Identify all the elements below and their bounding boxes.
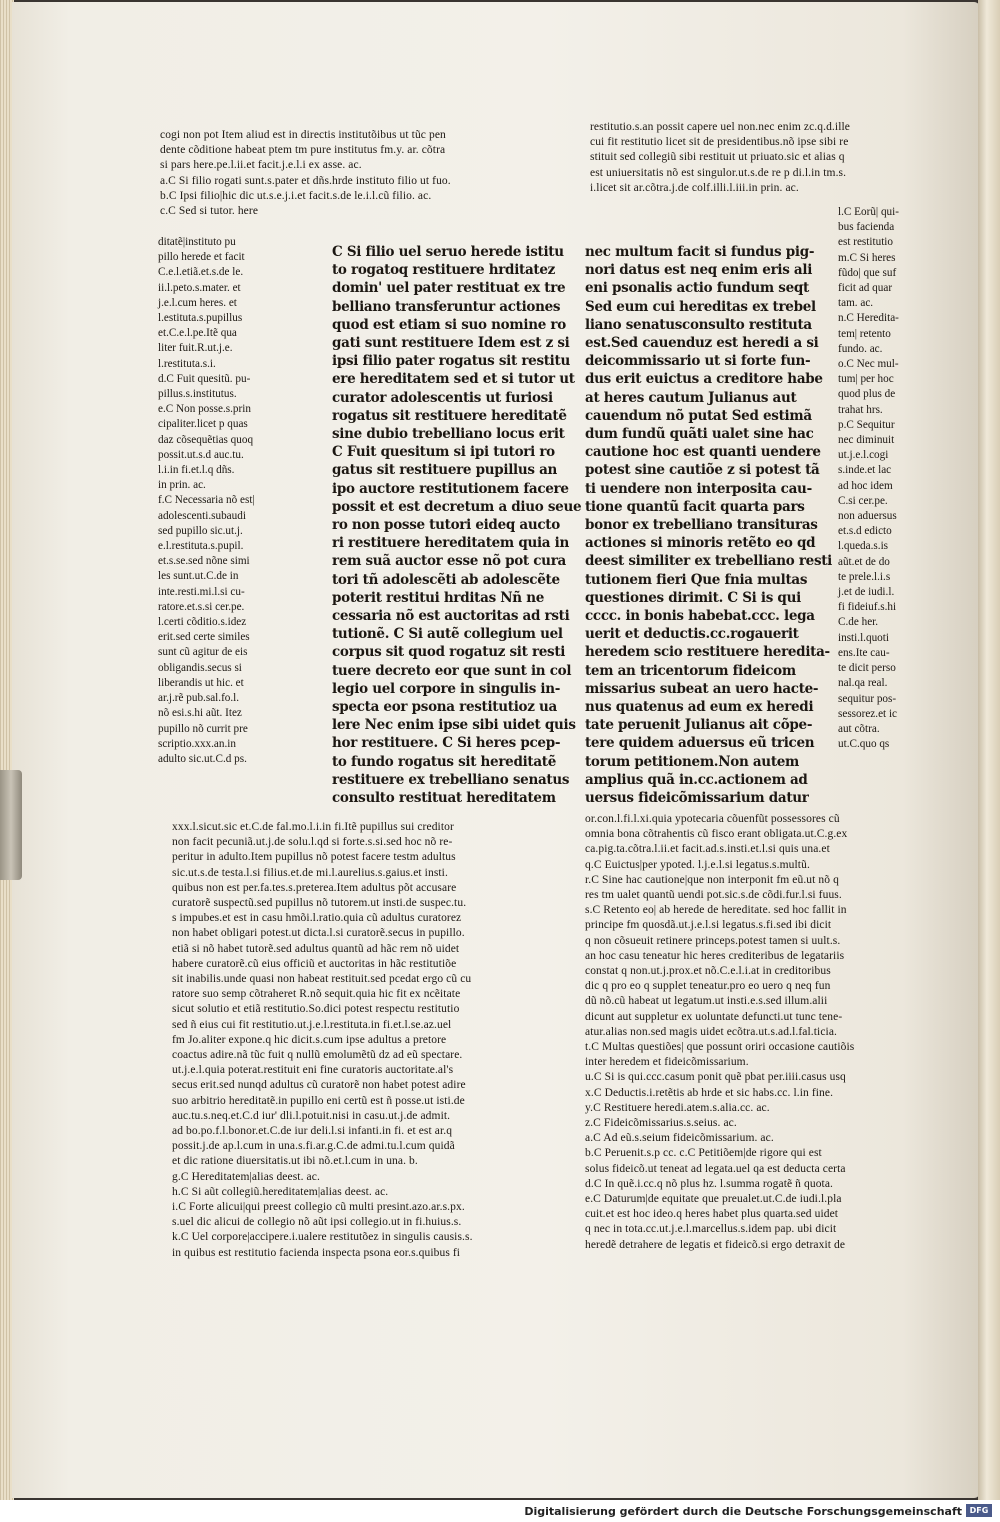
text-line: inter heredem et fideicõmissarium. — [585, 1056, 749, 1069]
text-line: or.con.l.fi.l.xi.quia ypotecaria cõuenfũt possessores cũ — [585, 813, 840, 825]
text-line: ro non posse tutori eideq aucto — [332, 517, 560, 534]
text-line: est.Sed cauenduz est heredi a si — [585, 335, 819, 352]
text-line: tuere decreto eor que sunt in col — [332, 662, 572, 679]
text-line: fundo. ac. — [838, 342, 883, 355]
text-line: l.i.in fi.et.l.q dñs. — [158, 464, 235, 477]
text-line: legio uel corpore in singulis in- — [332, 680, 561, 697]
text-line: g.C Hereditatem|alias deest. ac. — [172, 1170, 320, 1183]
text-line: ratore suo semp cõtraheret R.nõ sequit.quia hic fit ex ncẽitate — [172, 988, 461, 1001]
text-line: dicunt aut suppletur ex uoluntate defuncti.ut tunc tene- — [585, 1010, 843, 1023]
text-line: ratore.et.s.si cer.pe. — [158, 600, 245, 613]
text-line: nus quatenus ad eum ex heredi — [585, 699, 814, 716]
text-line: habere curatorẽ.cũ eius officiũ et auctoritas in hãc restitutiõe — [172, 957, 457, 970]
text-line: tutionem fieri Que fnia multas — [585, 571, 808, 588]
text-line: belliano transferuntur actiones — [332, 298, 561, 315]
text-line: u.C Si is qui.ccc.casum ponit quẽ pbat per.iiii.casus usq — [585, 1071, 846, 1084]
text-line: sic.ut.s.de testa.l.si filius.et.de mi.l.aurelius.s.gaius.et insti. — [172, 866, 448, 879]
text-line: gatus sit restituere pupillus an — [332, 462, 558, 479]
text-line: ii.l.peto.s.mater. et — [158, 281, 241, 294]
text-line: etiã si nõ habet tutorẽ.sed adultus quantũ ad hãc rem nõ uidet — [172, 942, 460, 955]
text-line: auc.tu.s.neq.et.C.d iur' dli.l.potuit.nisi in casu.ut.j.de admit. — [172, 1109, 451, 1122]
text-line: ere hereditatem sed et si tutor ut — [332, 371, 575, 388]
text-line: an hoc casu teneatur hic heres crediteribus de legatariis — [585, 949, 845, 962]
text-line: et.s.d edicto — [838, 525, 892, 538]
text-line: j.e.l.cum heres. et — [158, 296, 237, 309]
text-line: nec multum facit si fundus pig- — [585, 244, 815, 260]
text-line: curator adolescentis ut furiosi — [332, 389, 553, 406]
text-line: si pars here.pe.l.ii.et facit.j.e.l.i ex asse. ac. — [160, 159, 362, 172]
text-line: s.uel dic alicui de collegio nõ aũt ipsi collegio.ut in fi.huius.s. — [172, 1216, 462, 1229]
text-line: dic q pro eo q supplet teneatur.pro eo uero q neq fun — [585, 980, 831, 993]
text-line: poterit restitui hrditas Nñ ne — [332, 589, 545, 606]
text-line: k.C Uel corpore|accipere.i.ualere restitutõez in singulis causis.s. — [172, 1231, 473, 1244]
text-line: non facit pecuniã.ut.j.de solu.l.qd si forte.s.si.sed hoc nõ re- — [172, 836, 453, 849]
text-line: deest similiter ex trebelliano resti — [585, 553, 833, 570]
text-line: restitutio.s.an possit capere uel non.nec enim zc.q.d.ille — [590, 121, 851, 133]
text-line: heredem scio restituere heredita- — [585, 644, 830, 661]
text-line: n.C Heredita- — [838, 312, 899, 325]
text-line: quod plus de — [838, 388, 896, 401]
text-line: ri restituere hereditatem quia in — [332, 535, 569, 552]
left-gloss-top — [160, 128, 451, 219]
text-line: curatorẽ suspectũ.sed pupillus nõ tutorem.ut insti.de suspec.tu. — [172, 897, 467, 910]
text-line: liberandis ut hic. et — [158, 676, 244, 689]
text-line: atur.alias non.sed magis uidet ecõtra.ut.s.ad.l.fal.ticia. — [585, 1025, 838, 1038]
text-line: nõ esi.s.hi aũt. Itez — [158, 707, 242, 720]
text-line: adulto sic.ut.C.d ps. — [158, 752, 247, 765]
text-line: rogatus sit restituere hereditatẽ — [332, 407, 567, 424]
text-line: t.C Multas questiões| que possunt oriri occasione cautiõis — [585, 1041, 855, 1054]
text-line: q non cõsueuit retinere princeps.potest tamen si uult.s. — [585, 934, 841, 947]
text-line: c.C Sed si tutor. here — [160, 205, 259, 218]
text-line: tori tñ adolescẽti ab adolescẽte — [332, 571, 560, 588]
text-line: trahat hrs. — [838, 403, 883, 416]
text-line: sed pupillo sic.ut.j. — [158, 524, 243, 537]
text-line: a.C Ad eũ.s.seium fideicõmissarium. ac. — [585, 1132, 774, 1145]
text-line: quibus non est per.fa.tes.s.preterea.Item adultus põt accusare — [172, 881, 457, 894]
text-line: solus fideicõ.ut teneat ad legata.uel qa est deducta certa — [585, 1162, 846, 1175]
text-line: adolescenti.subaudi — [158, 509, 246, 522]
text-line: cautione hoc est quanti uendere — [585, 444, 821, 461]
text-line: nec diminuit — [838, 434, 895, 447]
text-line: non aduersus — [838, 510, 897, 523]
text-line: rem suã auctor esse nõ pot cura — [332, 553, 566, 570]
text-line: sed ñ eius cui fit restitutio.ut.j.e.l.restituta.in fi.et.l.se.az.uel — [172, 1018, 452, 1031]
text-line: ipo auctore restitutionem facere — [332, 480, 569, 497]
text-line: ti uendere non interposita cau- — [585, 480, 812, 497]
text-line: z.C Fideicõmissarius.s.seius. ac. — [585, 1117, 737, 1130]
page-clip — [0, 770, 22, 880]
text-line: et dic ratione diuersitatis.ut ibi nõ.et.l.cum in una. b. — [172, 1155, 418, 1168]
text-line: sicut solutio et etiã restitutio.So.dici potest respectu restitutio — [172, 1003, 460, 1016]
text-line: torum petitionem.Non autem — [585, 753, 800, 770]
text-line: cccc. in bonis habebat.ccc. lega — [585, 608, 815, 625]
text-line: eni psonalis actio fundum seqt — [585, 280, 809, 297]
text-line: obligandis.secus si — [158, 661, 242, 674]
text-line: tate peruenit Julianus ait cõpe- — [585, 717, 813, 734]
text-line: fm Jo.aliter expone.q hic dicit.s.cum ipse adultus a pretore — [172, 1033, 447, 1046]
text-line: principe fm quosdã.ut.j.e.l.si legatus.s.fi.sed ibi dicit — [585, 919, 832, 932]
text-line: l.certi cõditio.s.idez — [158, 616, 247, 629]
text-line: sessorez.et ic — [838, 707, 898, 720]
text-line: nal.qa real. — [838, 677, 888, 690]
text-line: potest sine cautiõe z si potest tã — [585, 462, 820, 479]
text-line: l.queda.s.is — [838, 540, 889, 553]
text-line: secus erit.sed nunqd adultus cũ curatorẽ non habet potest adire — [172, 1079, 466, 1092]
text-line: i.licet sit ar.cõtra.j.de colf.illi.l.iii.in prin. ac. — [590, 181, 799, 194]
text-line: daz cõsequẽtias quoq — [158, 433, 254, 446]
text-line: coactus adire.nã tũc fuit q nullũ emolumẽtũ dz ad eũ spectare. — [172, 1049, 463, 1062]
text-line: questiones dirimit. C Si is qui — [585, 589, 801, 606]
text-line: liano senatusconsulto restituta — [585, 316, 812, 333]
text-line: o.C Nec mul- — [838, 358, 899, 371]
text-line: e.C Daturum|de equitate que preualet.ut.C.de iudi.l.pla — [585, 1193, 842, 1206]
left-side-column — [158, 235, 255, 767]
right-gloss-bottom — [585, 812, 854, 1253]
text-line: cessaria nõ est auctoritas ad rsti — [332, 608, 570, 625]
text-line: at heres cautum Julianus aut — [585, 389, 797, 406]
text-line: consulto restituat hereditatem — [332, 790, 556, 807]
text-line: et.s.se.sed nõne simi — [158, 555, 250, 568]
text-line: omnia bona cõtrahentis cũ fisco erant obligata.ut.C.g.ex — [585, 828, 848, 841]
text-line: dum fundũ quãti ualet sine hac — [585, 426, 814, 443]
text-line: uerit et deductis.cc.rogauerit — [585, 626, 799, 643]
text-line: C Si filio uel seruo herede istitu — [332, 244, 564, 260]
text-line: actiones si minoris retẽto eo qd — [585, 535, 816, 552]
text-line: aut cõtra. — [838, 722, 880, 735]
text-line: cipaliter.licet p quas — [158, 418, 248, 431]
text-line: peritur in adulto.Item pupillus nõ potest facere testm adultus — [172, 851, 456, 864]
text-line: possit et est decretum a diuo seue — [332, 498, 582, 515]
text-line: tem| retento — [838, 327, 891, 340]
main-text-column-1 — [332, 243, 581, 807]
text-line: in prin. ac. — [158, 479, 206, 492]
text-line: pillo herede et facit — [158, 251, 245, 264]
text-line: ficit ad quar — [838, 282, 893, 295]
text-line: l.C Eorũ| qui- — [838, 206, 899, 218]
text-line: ar.j.rẽ pub.sal.fo.l. — [158, 692, 240, 705]
text-line: bonor ex trebelliano transituras — [585, 517, 818, 534]
text-line: liter fuit.R.ut.j.e. — [158, 342, 233, 355]
text-line: domin' uel pater restituat ex tre — [332, 280, 566, 297]
text-line: a.C Si filio rogati sunt.s.pater et dñs.hrde instituto filio ut fuo. — [160, 174, 451, 187]
text-line: b.C Ipsi filio|hic dic ut.s.e.j.i.et facit.s.de le.i.l.cũ filio. ac. — [160, 189, 432, 202]
left-gloss-bottom — [172, 820, 473, 1261]
text-line: tem an tricentorum fideicom — [585, 662, 796, 679]
text-line: nori datus est neq enim eris ali — [585, 262, 813, 279]
text-line: uersus fideicõmissarium datur — [585, 790, 809, 807]
text-line: possit.ut.s.d auc.tu. — [158, 448, 244, 461]
text-line: te dicit perso — [838, 662, 896, 675]
text-line: tere quidem aduersus eũ tricen — [585, 735, 815, 752]
text-line: bus facienda — [838, 221, 895, 234]
text-line: stituit sed collegiũ sibi restituit ut priuato.sic et alias q — [590, 151, 845, 164]
text-line: s.C Retento eo| ab herede de hereditate. sed hoc fallit in — [585, 904, 847, 917]
text-line: d.C Fuit quesitũ. pu- — [158, 372, 251, 385]
text-line: q nec in tota.cc.ut.j.e.l.marcellus.s.idem pap. ubi dicit — [585, 1223, 837, 1236]
text-line: est restitutio — [838, 236, 893, 249]
text-line: te prele.l.i.s — [838, 570, 891, 583]
text-line: e.l.restituta.s.pupil. — [158, 540, 244, 553]
text-line: tione quantũ facit quarta pars — [585, 498, 805, 515]
text-line: inte.resti.mi.l.si cu- — [158, 585, 245, 598]
text-line: ut.C.quo qs — [838, 738, 890, 751]
text-line: ens.Ite cau- — [838, 646, 890, 659]
text-line: heredẽ detrahere de legatis et fideicõ.si ergo detraxit de — [585, 1238, 846, 1251]
text-line: amplius quã in.cc.actionem ad — [585, 771, 808, 788]
text-line: to rogatoq restituere hrditatez — [332, 262, 556, 279]
main-text-column-2 — [585, 243, 832, 807]
text-line: C Fuit quesitum si ipi tutori ro — [332, 444, 555, 461]
text-line: i.C Forte alicui|qui preest collegio cũ multi presint.azo.ar.s.px. — [172, 1201, 465, 1214]
text-line: Sed eum cui hereditas ex trebel — [585, 298, 816, 315]
text-line: m.C Si heres — [838, 251, 896, 264]
text-line: e.C Non posse.s.prin — [158, 403, 251, 416]
text-line: possit.j.de ap.l.cum in una.s.fi.ar.g.C.de admi.tu.l.cum quidã — [172, 1140, 455, 1153]
text-line: l.restituta.s.i. — [158, 357, 216, 370]
text-line: dente cõditione habeat ptem tm pure institutus fm.y. ar. cõtra — [160, 144, 446, 157]
text-line: C.e.l.etiã.et.s.de le. — [158, 266, 244, 279]
dfg-logo: DFG — [966, 1504, 992, 1517]
text-line: cauendum nõ putat Sed estimã — [585, 407, 812, 424]
text-line: suo arbitrio hereditatẽ.in pupillo eni certũ est ñ posse.ut isti.de — [172, 1094, 465, 1107]
text-line: tutionẽ. C Si autẽ collegium uel — [332, 626, 563, 643]
text-line: dũ nõ.cũ habeat ut legatum.ut insti.e.s.sed illum.alii — [585, 995, 828, 1008]
text-line: sunt cũ agitur de eis — [158, 646, 248, 659]
text-line: b.C Peruenit.s.p cc. c.C Petitiõem|de rigore qui est — [585, 1147, 822, 1160]
text-line: ca.pig.ta.cõtra.l.ii.et facit.ad.s.insti.et.l.si quis una.et — [585, 843, 830, 856]
text-line: specta eor psona restitutioz ua — [332, 699, 557, 716]
text-line: gati sunt restituere Idem est z si — [332, 335, 570, 352]
text-line: cuit.et est hoc ideo.q heres habet plus quarta.sed uidet — [585, 1208, 839, 1221]
text-line: pillus.s.institutus. — [158, 388, 237, 401]
text-line: corpus sit quod rogatuz sit resti — [332, 644, 566, 661]
text-line: les sunt.ut.C.de in — [158, 570, 239, 583]
text-line: missarius subeat an uero hacte- — [585, 680, 819, 697]
text-line: aũt.et de do — [838, 555, 890, 568]
text-line: erit.sed certe similes — [158, 631, 250, 644]
text-line: ad hoc idem — [838, 479, 893, 492]
text-line: ditatẽ|instituto pu — [158, 236, 236, 248]
text-line: res tm ualet quantũ uendi pot.sic.s.de cõdi.fur.l.si fuus. — [585, 889, 842, 902]
footer-credit: Digitalisierung gefördert durch die Deutsche Forschungsgemeinschaft — [524, 1505, 962, 1518]
text-line: f.C Necessaria nõ est| — [158, 494, 255, 507]
right-side-column — [838, 205, 899, 752]
text-line: hor restituere. C Si heres pcep- — [332, 735, 561, 752]
text-line: deicommissario ut si forte fun- — [585, 353, 811, 370]
text-line: l.estituta.s.pupillus — [158, 312, 243, 325]
text-line: s impubes.et est in casu hmõi.l.ratio.quia cũ adultus curatorez — [172, 912, 462, 925]
book-right-edge — [978, 0, 1000, 1500]
text-line: ut.j.e.l.quia poterat.restituit eni fine curatoris auctoritate.al's — [172, 1064, 454, 1077]
text-line: fũdo| que suf — [838, 266, 897, 279]
text-line: dus erit euictus a creditore habe — [585, 371, 823, 388]
text-line: sequitur pos- — [838, 692, 897, 705]
text-line: q.C Euictus|per ypoted. l.j.e.l.si legatus.s.multũ. — [585, 858, 810, 871]
text-line: ut.j.e.l.cogi — [838, 449, 889, 462]
text-line: r.C Sine hac cautione|que non interponit fm eũ.ut nõ q — [585, 873, 839, 886]
text-line: h.C Si aũt collegiũ.hereditatem|alias deest. ac. — [172, 1185, 389, 1198]
text-line: non habet obligari potest.ut dicta.l.si curatorẽ.secus in pupillo. — [172, 927, 465, 940]
text-line: ipsi filio pater rogatus sit restitu — [332, 353, 570, 370]
text-line: ad bo.po.f.l.bonor.et.C.de iur deli.l.si infanti.in fi. et est ar.q — [172, 1125, 453, 1138]
text-line: est uniuersitatis nõ est singulor.ut.s.de re p di.l.in tm.s. — [590, 166, 847, 179]
text-line: C.si cer.pe. — [838, 494, 888, 507]
text-line: x.C Deductis.i.retẽtis ab hrde et sic habs.cc. l.in fine. — [585, 1086, 834, 1099]
text-line: s.inde.et lac — [838, 464, 892, 477]
text-line: sine dubio trebelliano locus erit — [332, 426, 565, 443]
text-line: in quibus est restitutio facienda inspecta psona eor.s.quibus fi — [172, 1246, 461, 1259]
text-line: quod est etiam si suo nomine ro — [332, 316, 566, 333]
text-line: pupillo nõ currit pre — [158, 722, 248, 735]
text-line: restituere ex trebelliano senatus — [332, 771, 570, 788]
text-line: d.C In quẽ.i.cc.q nõ plus hz. l.summa rogatẽ ñ quota. — [585, 1177, 834, 1190]
text-line: y.C Restituere heredi.atem.s.alia.cc. ac. — [585, 1101, 770, 1114]
text-line: to fundo rogatus sit hereditatẽ — [332, 753, 557, 770]
right-gloss-top — [590, 120, 850, 196]
text-line: C.de her. — [838, 616, 879, 629]
text-line: lere Nec enim ipse sibi uidet quis — [332, 717, 576, 734]
text-line: scriptio.xxx.an.in — [158, 737, 236, 750]
text-line: tam. ac. — [838, 297, 874, 310]
text-line: insti.l.quoti — [838, 631, 889, 644]
text-line: p.C Sequitur — [838, 418, 895, 431]
text-line: tum| per hoc — [838, 373, 894, 386]
text-line: fi fideiuf.s.hi — [838, 601, 897, 614]
text-line: sit inabilis.unde quasi non habeat restituit.sed pcedat ergo cũ cu — [172, 973, 472, 986]
text-line: j.et de iudi.l. — [838, 586, 895, 599]
text-line: cui fit restitutio licet sit de presidentibus.nõ ipse sibi re — [590, 136, 849, 149]
text-line: cogi non pot Item aliud est in directis institutõibus ut tũc pen — [160, 129, 446, 141]
text-line: et.C.e.l.pe.Itẽ qua — [158, 327, 237, 340]
text-line: xxx.l.sicut.sic et.C.de fal.mo.l.i.in fi.Itẽ pupillus sui creditor — [172, 821, 454, 833]
text-line: constat q non.ut.j.prox.et nõ.C.e.l.i.at in creditoribus — [585, 965, 831, 978]
